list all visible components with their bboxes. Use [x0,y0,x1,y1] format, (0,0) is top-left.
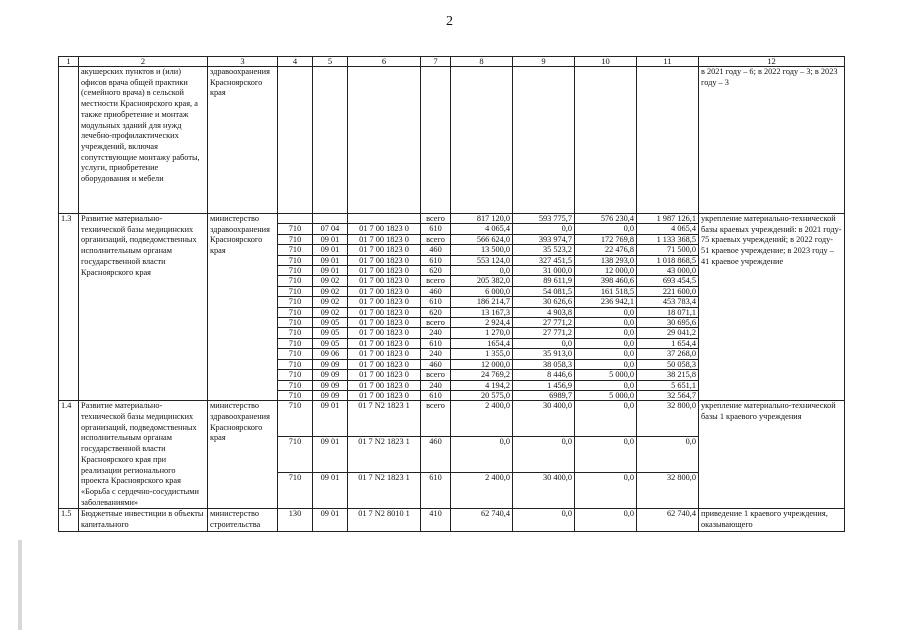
target-code-cell: 01 7 N2 1823 1 [348,473,421,509]
result-note-cell: приведение 1 краевого учреждения, оказывающего [699,509,845,531]
total-cell: 62 740,4 [637,509,699,531]
year1-cell: 2 400,0 [451,473,513,509]
responsible-cell: министерство здравоохранения Красноярского края [208,401,278,509]
year2-cell: 27 771,2 [513,328,575,338]
total-cell: 71 500,0 [637,245,699,255]
section-cell: 09 01 [313,473,348,509]
target-code-cell: 01 7 00 1823 0 [348,349,421,359]
year1-cell: 566 624,0 [451,234,513,244]
result-note-cell: укрепление материально-технической базы 1 краевого учреждения [699,401,845,509]
grbs-cell: 710 [278,245,313,255]
target-code-cell: 01 7 00 1823 0 [348,380,421,390]
total-cell: 29 041,2 [637,328,699,338]
section-cell: 09 06 [313,349,348,359]
section-cell: 09 05 [313,328,348,338]
year3-cell: 236 942,1 [575,297,637,307]
result-note-cell: в 2021 году – 6; в 2022 году – 3; в 2023 году – 3 [699,67,845,214]
section-cell: 09 02 [313,286,348,296]
expense-type-cell: 460 [421,245,451,255]
year2-cell: 0,0 [513,509,575,531]
measure-name-cell: акушерских пунктов и (или) офисов врача общей практики (семейного врача) в сельской местности Красноярского края, а также приобретение и монтаж модульных зданий для нужд лечебно-профилактических учреждений, включая сопутствующие монтажу работы, услуги, приобретение оборудования и мебели [79,67,208,214]
expense-type-cell: 620 [421,307,451,317]
year2-cell: 30 400,0 [513,473,575,509]
header-cell: 10 [575,57,637,67]
continuation-row [59,67,845,214]
grbs-cell: 710 [278,234,313,244]
target-code-cell: 01 7 00 1823 0 [348,234,421,244]
year1-cell: 1654,4 [451,338,513,348]
expense-type-cell: всего [421,214,451,224]
year2-cell: 30 626,6 [513,297,575,307]
expense-type-cell: 610 [421,255,451,265]
year2-cell: 0,0 [513,437,575,473]
target-code-cell: 01 7 00 1823 0 [348,359,421,369]
expense-type-cell: 610 [421,338,451,348]
year1-cell: 553 124,0 [451,255,513,265]
year2-cell: 327 451,5 [513,255,575,265]
measure-name-cell: Бюджетные инвестиции в объекты капитального [79,509,208,531]
year2-cell: 6989,7 [513,390,575,400]
total-cell: 32 800,0 [637,401,699,437]
total-cell: 38 215,8 [637,370,699,380]
row-number-cell: 1.3 [59,214,79,401]
year2-cell: 54 081,5 [513,286,575,296]
year1-cell: 13 167,3 [451,307,513,317]
target-code-cell: 01 7 00 1823 0 [348,276,421,286]
total-cell: 32 800,0 [637,473,699,509]
total-cell: 30 695,6 [637,318,699,328]
year2-cell: 1 456,9 [513,380,575,390]
target-code-cell: 01 7 00 1823 0 [348,338,421,348]
year3-cell: 138 293,0 [575,255,637,265]
year3-cell: 0,0 [575,473,637,509]
target-code-cell: 01 7 00 1823 0 [348,245,421,255]
year1-cell: 205 382,0 [451,276,513,286]
header-cell: 3 [208,57,278,67]
year2-cell: 4 903,8 [513,307,575,317]
total-cell: 221 600,0 [637,286,699,296]
grbs-cell [278,214,313,224]
responsible-cell: министерство здравоохранения Красноярского края [208,214,278,401]
section-cell: 09 05 [313,338,348,348]
target-code-cell: 01 7 00 1823 0 [348,266,421,276]
year1-cell: 12 000,0 [451,359,513,369]
section-cell: 09 01 [313,401,348,437]
empty-cell [637,67,699,214]
row-number-cell: 1.4 [59,401,79,509]
year3-cell: 0,0 [575,318,637,328]
target-code-cell: 01 7 00 1823 0 [348,224,421,234]
result-note-cell: укрепление материально-технической базы краевых учреждений: в 2021 году- 75 краевых учреждений; в 2022 году- 51 краевое учреждение; в 2023 году – 41 краевое учреждение [699,214,845,401]
expense-type-cell: 460 [421,286,451,296]
target-code-cell: 01 7 00 1823 0 [348,370,421,380]
target-code-cell: 01 7 00 1823 0 [348,328,421,338]
grbs-cell: 710 [278,390,313,400]
grbs-cell: 710 [278,297,313,307]
table-row [59,509,845,531]
year2-cell: 8 446,6 [513,370,575,380]
total-cell: 50 058,3 [637,359,699,369]
responsible-cell: здравоохранения Красноярского края [208,67,278,214]
year3-cell: 5 000,0 [575,390,637,400]
year3-cell: 0,0 [575,380,637,390]
year3-cell: 0,0 [575,328,637,338]
section-cell: 09 01 [313,245,348,255]
section-cell: 09 01 [313,437,348,473]
grbs-cell: 710 [278,307,313,317]
year2-cell: 27 771,2 [513,318,575,328]
grbs-cell: 710 [278,338,313,348]
grbs-cell: 710 [278,255,313,265]
year2-cell: 593 775,7 [513,214,575,224]
target-code-cell: 01 7 00 1823 0 [348,286,421,296]
year3-cell: 5 000,0 [575,370,637,380]
year1-cell: 6 000,0 [451,286,513,296]
year2-cell: 0,0 [513,224,575,234]
grbs-cell: 710 [278,473,313,509]
header-cell: 11 [637,57,699,67]
year3-cell: 398 460,6 [575,276,637,286]
year2-cell: 30 400,0 [513,401,575,437]
grbs-cell: 710 [278,437,313,473]
target-code-cell: 01 7 N2 8010 1 [348,509,421,531]
expense-type-cell: 610 [421,390,451,400]
year3-cell: 0,0 [575,509,637,531]
year1-cell: 4 194,2 [451,380,513,390]
year3-cell: 0,0 [575,224,637,234]
year3-cell: 161 518,5 [575,286,637,296]
expense-type-cell: 240 [421,349,451,359]
expense-type-cell: 410 [421,509,451,531]
section-cell: 09 09 [313,359,348,369]
year2-cell: 31 000,0 [513,266,575,276]
section-cell: 09 09 [313,380,348,390]
expense-type-cell: всего [421,318,451,328]
grbs-cell: 710 [278,359,313,369]
year2-cell: 35 913,0 [513,349,575,359]
target-code-cell: 01 7 00 1823 0 [348,297,421,307]
year1-cell: 0,0 [451,266,513,276]
section-cell: 09 02 [313,307,348,317]
row-number-cell: 1.5 [59,509,79,531]
scan-edge-mark [18,540,22,630]
year3-cell: 576 230,4 [575,214,637,224]
empty-cell [451,67,513,214]
section-cell: 09 01 [313,266,348,276]
year3-cell: 12 000,0 [575,266,637,276]
grbs-cell: 710 [278,266,313,276]
year1-cell: 2 400,0 [451,401,513,437]
total-cell: 5 651,1 [637,380,699,390]
total-cell: 1 018 868,5 [637,255,699,265]
grbs-cell: 710 [278,401,313,437]
year2-cell: 38 058,3 [513,359,575,369]
year3-cell: 172 769,8 [575,234,637,244]
header-cell: 8 [451,57,513,67]
total-cell: 1 133 368,5 [637,234,699,244]
empty-cell [421,67,451,214]
target-code-cell: 01 7 00 1823 0 [348,307,421,317]
expense-type-cell: 610 [421,297,451,307]
expense-type-cell: 610 [421,224,451,234]
section-cell: 09 01 [313,509,348,531]
year3-cell: 0,0 [575,359,637,369]
grbs-cell: 710 [278,349,313,359]
target-code-cell: 01 7 00 1823 0 [348,318,421,328]
year1-cell: 4 065,4 [451,224,513,234]
expense-type-cell: 610 [421,473,451,509]
expense-type-cell: 460 [421,359,451,369]
year3-cell: 0,0 [575,307,637,317]
header-cell: 6 [348,57,421,67]
expense-type-cell: 240 [421,380,451,390]
empty-cell [575,67,637,214]
total-cell: 693 454,5 [637,276,699,286]
total-cell: 32 564,7 [637,390,699,400]
total-cell: 0,0 [637,437,699,473]
total-cell: 37 268,0 [637,349,699,359]
section-cell: 09 09 [313,390,348,400]
header-cell: 12 [699,57,845,67]
year2-cell: 89 611,9 [513,276,575,286]
year1-cell: 62 740,4 [451,509,513,531]
year3-cell: 0,0 [575,437,637,473]
target-code-cell: 01 7 N2 1823 1 [348,401,421,437]
grbs-cell: 130 [278,509,313,531]
total-cell: 4 065,4 [637,224,699,234]
year2-cell: 0,0 [513,338,575,348]
section-cell [313,214,348,224]
empty-cell [278,67,313,214]
table-row [59,214,845,224]
year1-cell: 20 575,0 [451,390,513,400]
grbs-cell: 710 [278,224,313,234]
year1-cell: 2 924,4 [451,318,513,328]
section-cell: 09 02 [313,297,348,307]
grbs-cell: 710 [278,286,313,296]
expense-type-cell: 620 [421,266,451,276]
total-cell: 1 654,4 [637,338,699,348]
measure-name-cell: Развитие материально-технической базы медицинских организаций, подведомственных исполнительным органам государственной власти Красноярского края [79,214,208,401]
header-cell: 7 [421,57,451,67]
total-cell: 453 783,4 [637,297,699,307]
year1-cell: 24 769,2 [451,370,513,380]
year1-cell: 817 120,0 [451,214,513,224]
year1-cell: 1 355,0 [451,349,513,359]
year3-cell: 0,0 [575,338,637,348]
header-cell: 1 [59,57,79,67]
header-row [59,57,845,67]
total-cell: 18 071,1 [637,307,699,317]
measure-name-cell: Развитие материально-технической базы медицинских организаций, подведомственных исполнительным органам государственной власти Красноярского края при реализации регионального проекта Красноярского края «Борьба с сердечно-сосудистыми заболеваниями» [79,401,208,509]
section-cell: 09 01 [313,255,348,265]
expense-type-cell: всего [421,276,451,286]
year2-cell: 35 523,2 [513,245,575,255]
section-cell: 09 02 [313,276,348,286]
year1-cell: 1 270,0 [451,328,513,338]
target-code-cell: 01 7 00 1823 0 [348,255,421,265]
total-cell: 43 000,0 [637,266,699,276]
year1-cell: 186 214,7 [451,297,513,307]
section-cell: 09 05 [313,318,348,328]
target-code-cell: 01 7 N2 1823 1 [348,437,421,473]
expense-type-cell: всего [421,401,451,437]
year3-cell: 0,0 [575,401,637,437]
header-cell: 4 [278,57,313,67]
expense-type-cell: всего [421,234,451,244]
year3-cell: 0,0 [575,349,637,359]
section-cell: 07 04 [313,224,348,234]
year3-cell: 22 476,8 [575,245,637,255]
budget-table [58,56,845,532]
year2-cell: 393 974,7 [513,234,575,244]
header-cell: 5 [313,57,348,67]
expense-type-cell: всего [421,370,451,380]
year1-cell: 0,0 [451,437,513,473]
table-row [59,401,845,437]
header-cell: 9 [513,57,575,67]
grbs-cell: 710 [278,328,313,338]
target-code-cell: 01 7 00 1823 0 [348,390,421,400]
page-number: 2 [446,14,453,29]
responsible-cell: министерство строительства [208,509,278,531]
section-cell: 09 09 [313,370,348,380]
empty-cell [313,67,348,214]
grbs-cell: 710 [278,370,313,380]
expense-type-cell: 240 [421,328,451,338]
header-cell: 2 [79,57,208,67]
target-code-cell [348,214,421,224]
expense-type-cell: 460 [421,437,451,473]
grbs-cell: 710 [278,276,313,286]
empty-cell [348,67,421,214]
grbs-cell: 710 [278,380,313,390]
empty-cell [513,67,575,214]
total-cell: 1 987 126,1 [637,214,699,224]
section-cell: 09 01 [313,234,348,244]
empty-cell [59,67,79,214]
year1-cell: 13 500,0 [451,245,513,255]
grbs-cell: 710 [278,318,313,328]
